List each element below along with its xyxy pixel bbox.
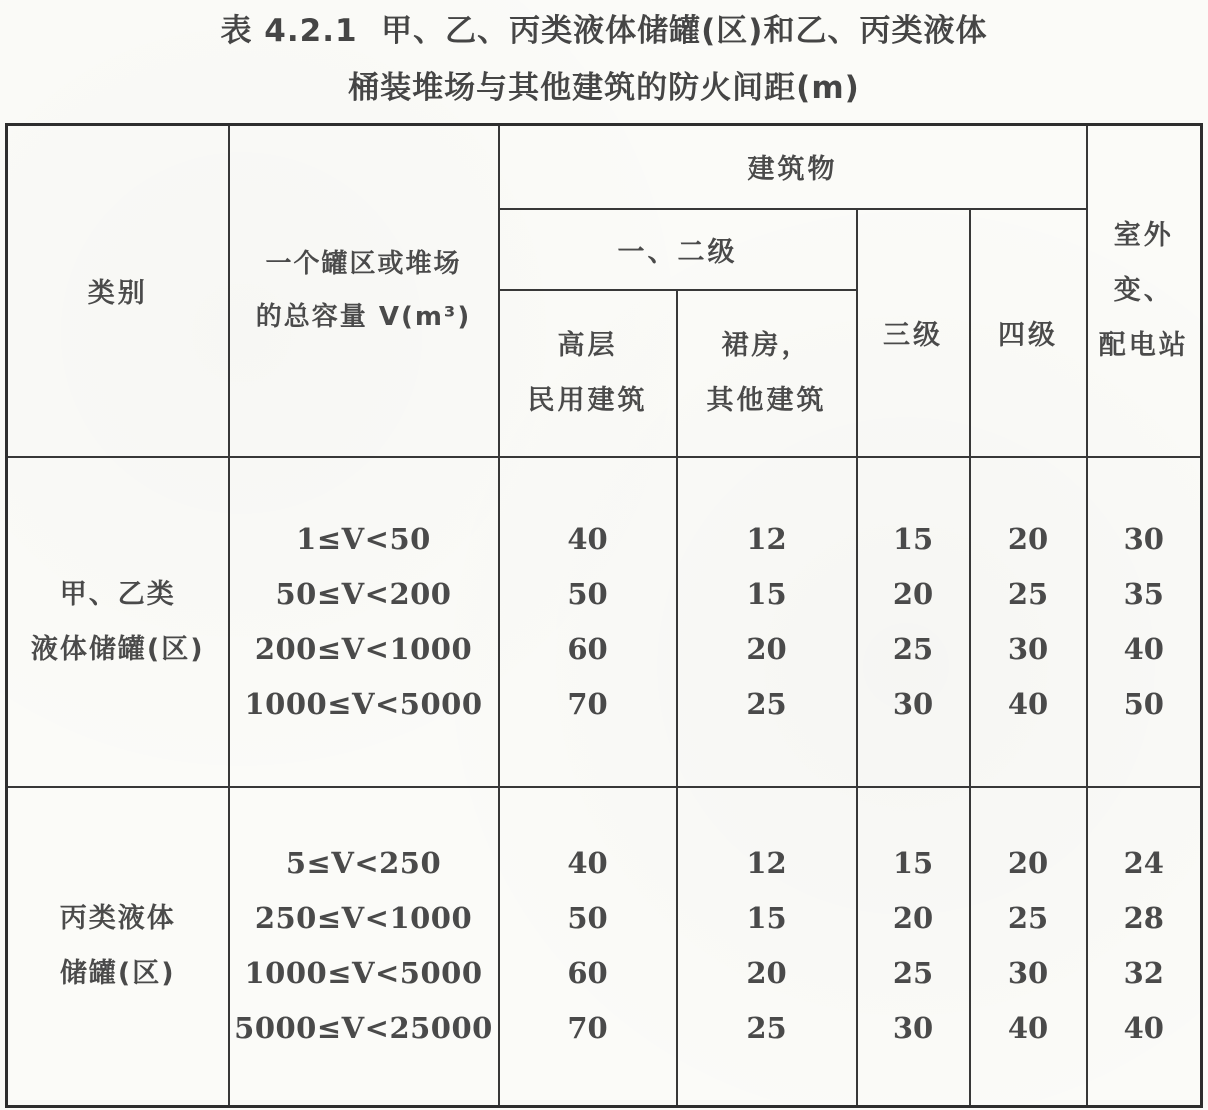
group-row-bing — [7, 787, 1202, 1107]
distance-value: 20 — [1007, 846, 1049, 881]
group2-capacity-ranges — [229, 787, 499, 1107]
distance-value: 50 — [567, 901, 608, 936]
distance-value: 60 — [567, 956, 608, 991]
header-substation-line2: 配电站 — [1098, 330, 1189, 362]
group1-grade3-distances — [857, 457, 970, 787]
header-podium-line1: 裙房， — [721, 330, 812, 361]
group1-substation-distances — [1087, 457, 1202, 787]
distance-value: 15 — [746, 576, 787, 611]
group2-substation-distances — [1087, 787, 1202, 1107]
distance-value: 15 — [746, 901, 787, 936]
distance-value: 25 — [746, 686, 787, 721]
distance-value: 60 — [567, 631, 608, 666]
distance-value: 20 — [892, 576, 934, 611]
table-title — [0, 0, 1208, 113]
distance-value: 50 — [567, 576, 608, 611]
group1-podium-distances — [677, 457, 857, 787]
capacity-range: 5≤V<250 — [285, 846, 442, 881]
distance-value: 30 — [1007, 956, 1049, 991]
distance-value: 70 — [567, 1011, 608, 1046]
distance-value: 12 — [746, 846, 787, 881]
distance-value: 40 — [1007, 686, 1049, 721]
group2-grade4-distances — [970, 787, 1087, 1107]
header-capacity-line1: 一个罐区或堆场 — [265, 248, 462, 279]
header-capacity — [229, 125, 499, 457]
distance-value: 32 — [1123, 956, 1164, 991]
capacity-range: 50≤V<200 — [275, 576, 452, 611]
distance-value: 28 — [1123, 901, 1164, 936]
distance-value: 20 — [1007, 521, 1049, 556]
group1-highrise-distances — [499, 457, 677, 787]
header-buildings: 建筑物 — [499, 125, 1087, 209]
header-podium-line2: 其他建筑 — [706, 385, 827, 416]
distance-value: 25 — [892, 956, 934, 991]
header-substation — [1087, 125, 1202, 457]
header-grade-1-2: 一、二级 — [499, 209, 857, 290]
distance-value: 25 — [1007, 576, 1049, 611]
distance-value: 15 — [892, 521, 934, 556]
distance-value: 40 — [567, 846, 608, 881]
distance-value: 40 — [1007, 1011, 1049, 1046]
capacity-range: 1000≤V<5000 — [244, 956, 483, 991]
capacity-range: 1000≤V<5000 — [244, 686, 483, 721]
distance-value: 40 — [1123, 631, 1164, 666]
header-category: 类别 — [7, 125, 229, 457]
group1-category-line2: 液体储罐(区) — [30, 633, 205, 665]
distance-value: 20 — [746, 631, 787, 666]
distance-value: 30 — [1123, 521, 1164, 556]
distance-value: 25 — [1007, 901, 1049, 936]
group2-highrise-distances — [499, 787, 677, 1107]
group2-category-line2: 储罐(区) — [59, 958, 176, 990]
header-row-1 — [7, 125, 1202, 209]
group1-category — [7, 457, 229, 787]
distance-value: 40 — [1123, 1011, 1164, 1046]
distance-value: 30 — [892, 686, 934, 721]
distance-value: 50 — [1123, 686, 1164, 721]
distance-value: 20 — [892, 901, 934, 936]
distance-value: 30 — [1007, 631, 1049, 666]
distance-value: 24 — [1123, 846, 1164, 881]
group1-grade4-distances — [970, 457, 1087, 787]
header-substation-line1: 室外变、 — [1113, 220, 1174, 307]
group2-category-line1: 丙类液体 — [59, 903, 176, 935]
distance-value: 15 — [892, 846, 934, 881]
fire-separation-table — [5, 123, 1203, 1108]
table-title-line2: 桶装堆场与其他建筑的防火间距(m) — [348, 70, 860, 106]
group2-category — [7, 787, 229, 1107]
group-row-jia-yi — [7, 457, 1202, 787]
header-capacity-line2: 的总容量 V(m³) — [255, 301, 472, 332]
capacity-range: 5000≤V<25000 — [234, 1011, 493, 1046]
capacity-range: 1≤V<50 — [296, 521, 431, 556]
table-title-line1: 表 4.2.1 甲、乙、丙类液体储罐(区)和乙、丙类液体 — [220, 13, 988, 49]
distance-value: 40 — [567, 521, 608, 556]
header-grade-3: 三级 — [857, 209, 970, 457]
group2-podium-distances — [677, 787, 857, 1107]
header-highrise-line1: 高层 — [557, 330, 618, 361]
group1-category-line1: 甲、乙类 — [59, 578, 176, 610]
capacity-range: 200≤V<1000 — [254, 631, 473, 666]
distance-value: 70 — [567, 686, 608, 721]
header-highrise-civil — [499, 290, 677, 457]
header-grade-4: 四级 — [970, 209, 1087, 457]
group1-capacity-ranges — [229, 457, 499, 787]
distance-value: 12 — [746, 521, 787, 556]
header-podium-other — [677, 290, 857, 457]
distance-value: 30 — [892, 1011, 934, 1046]
distance-value: 25 — [746, 1011, 787, 1046]
distance-value: 20 — [746, 956, 787, 991]
header-highrise-line2: 民用建筑 — [527, 385, 648, 416]
capacity-range: 250≤V<1000 — [254, 901, 473, 936]
distance-value: 25 — [892, 631, 934, 666]
distance-value: 35 — [1123, 576, 1164, 611]
group2-grade3-distances — [857, 787, 970, 1107]
